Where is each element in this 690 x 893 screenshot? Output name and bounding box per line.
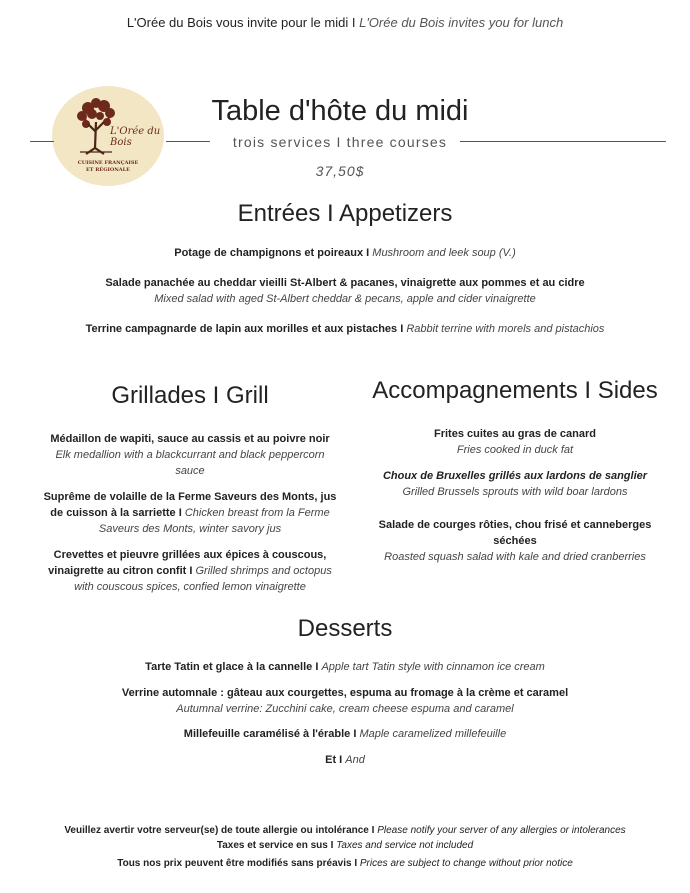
side-item (365, 517, 665, 565)
footer-notes (0, 823, 690, 871)
allergy-note (0, 823, 690, 838)
grill-item (40, 431, 340, 479)
item-fr: Frites cuites au gras de canard (433, 428, 596, 440)
item-fr: Crevettes et pieuvre grillées aux épices à couscous, vinaigrette au citron confit (48, 549, 327, 577)
dessert-item (40, 659, 650, 675)
divider-right (460, 141, 666, 142)
appetizer-item (40, 321, 650, 337)
menu-subtitle: trois services I three courses (232, 134, 448, 150)
item-fr: Tarte Tatin et glace à la cannelle (145, 661, 313, 673)
item-separator: I (397, 323, 407, 335)
item-en: Mixed salad with aged St-Albert cheddar & pecans, apple and cider vinaigrette (154, 293, 536, 305)
item-separator: I (312, 661, 322, 673)
tax-note (0, 838, 690, 853)
item-en: Rabbit terrine with morels and pistachios (406, 323, 605, 335)
dessert-item (40, 752, 650, 768)
item-fr: Médaillon de wapiti, sauce au cassis et au poivre noir (50, 433, 330, 445)
appetizer-item (40, 245, 650, 261)
invitation-fr: L'Orée du Bois vous invite pour le midi I (126, 15, 356, 30)
allergy-fr: Veuillez avertir votre serveur(se) de toute allergie ou intolérance I (64, 825, 375, 836)
item-en: Chicken breast from la Ferme Saveurs des Monts, winter savory jus (98, 507, 330, 535)
item-en: Mushroom and leek soup (372, 247, 496, 259)
divider-left-inner (166, 141, 210, 142)
item-separator: I (336, 754, 346, 766)
item-en: Apple tart Tatin style with cinnamon ice cream (321, 661, 545, 673)
desserts-heading: Desserts (297, 615, 393, 642)
price-en: Prices are subject to change without prior notice (359, 858, 573, 869)
sides-heading: Accompagnements I Sides (372, 377, 658, 404)
tax-en: Taxes and service not included (336, 840, 474, 851)
logo-name: L'Orée du Bois (110, 126, 161, 148)
appetizer-item (40, 275, 650, 307)
item-fr: Et (325, 754, 337, 766)
item-en: Roasted squash salad with kale and dried cranberries (384, 551, 646, 563)
invitation-line (0, 15, 690, 30)
item-fr: Terrine campagnarde de lapin aux morilles et aux pistaches (85, 323, 398, 335)
item-en: Maple caramelized millefeuille (359, 728, 507, 740)
vegetarian-tag: (V.) (495, 247, 516, 259)
item-fr: Verrine automnale : gâteau aux courgettes, espuma au fromage à la crème et caramel (121, 687, 569, 699)
logo-subtitle-2: ET RÉGIONALE (86, 167, 130, 173)
tax-fr: Taxes et service en sus I (216, 840, 334, 851)
item-en: Grilled shrimps and octopus with couscous spices, confied lemon vinaigrette (74, 565, 332, 593)
grill-item (40, 489, 340, 537)
dessert-item (40, 726, 650, 742)
menu-price: 37,50$ (315, 163, 365, 179)
invitation-en: L'Orée du Bois invites you for lunch (359, 15, 564, 30)
item-fr: Millefeuille caramélisé à l'érable (183, 728, 351, 740)
menu-title: Table d'hôte du midi (211, 95, 469, 127)
grill-item (40, 547, 340, 595)
item-en: Autumnal verrine: Zucchini cake, cream cheese espuma and caramel (176, 703, 514, 715)
price-note (0, 856, 690, 871)
item-separator: I (350, 728, 360, 740)
allergy-en: Please notify your server of any allergies or intolerances (377, 825, 626, 836)
item-separator: I (363, 247, 373, 259)
item-separator: I (186, 565, 196, 577)
item-fr: Salade panachée au cheddar vieilli St-Albert & pacanes, vinaigrette aux pommes et au cidre (105, 277, 585, 289)
restaurant-logo (52, 86, 164, 186)
item-fr: Suprême de volaille de la Ferme Saveurs des Monts, jus de cuisson à la sarriette (43, 491, 337, 519)
grill-heading: Grillades I Grill (111, 382, 269, 409)
side-item (365, 426, 665, 458)
item-fr: Salade de courges rôties, chou frisé et canneberges séchées (378, 519, 652, 547)
item-en: Elk medallion with a blackcurrant and black peppercorn sauce (55, 449, 325, 477)
item-fr: Potage de champignons et poireaux (174, 247, 364, 259)
item-en: Fries cooked in duck fat (456, 444, 574, 456)
logo-subtitle-1: CUISINE FRANÇAISE (77, 160, 139, 166)
dessert-item (40, 685, 650, 717)
item-en: Grilled Brussels sprouts with wild boar lardons (402, 486, 628, 498)
appetizers-heading: Entrées I Appetizers (237, 200, 453, 227)
item-separator: I (175, 507, 185, 519)
item-fr: Choux de Bruxelles grillés aux lardons de sanglier (382, 470, 648, 482)
item-en: And (345, 754, 365, 766)
divider-left-outer (30, 141, 54, 142)
side-item (365, 468, 665, 500)
price-fr: Tous nos prix peuvent être modifiés sans préavis I (117, 858, 358, 869)
